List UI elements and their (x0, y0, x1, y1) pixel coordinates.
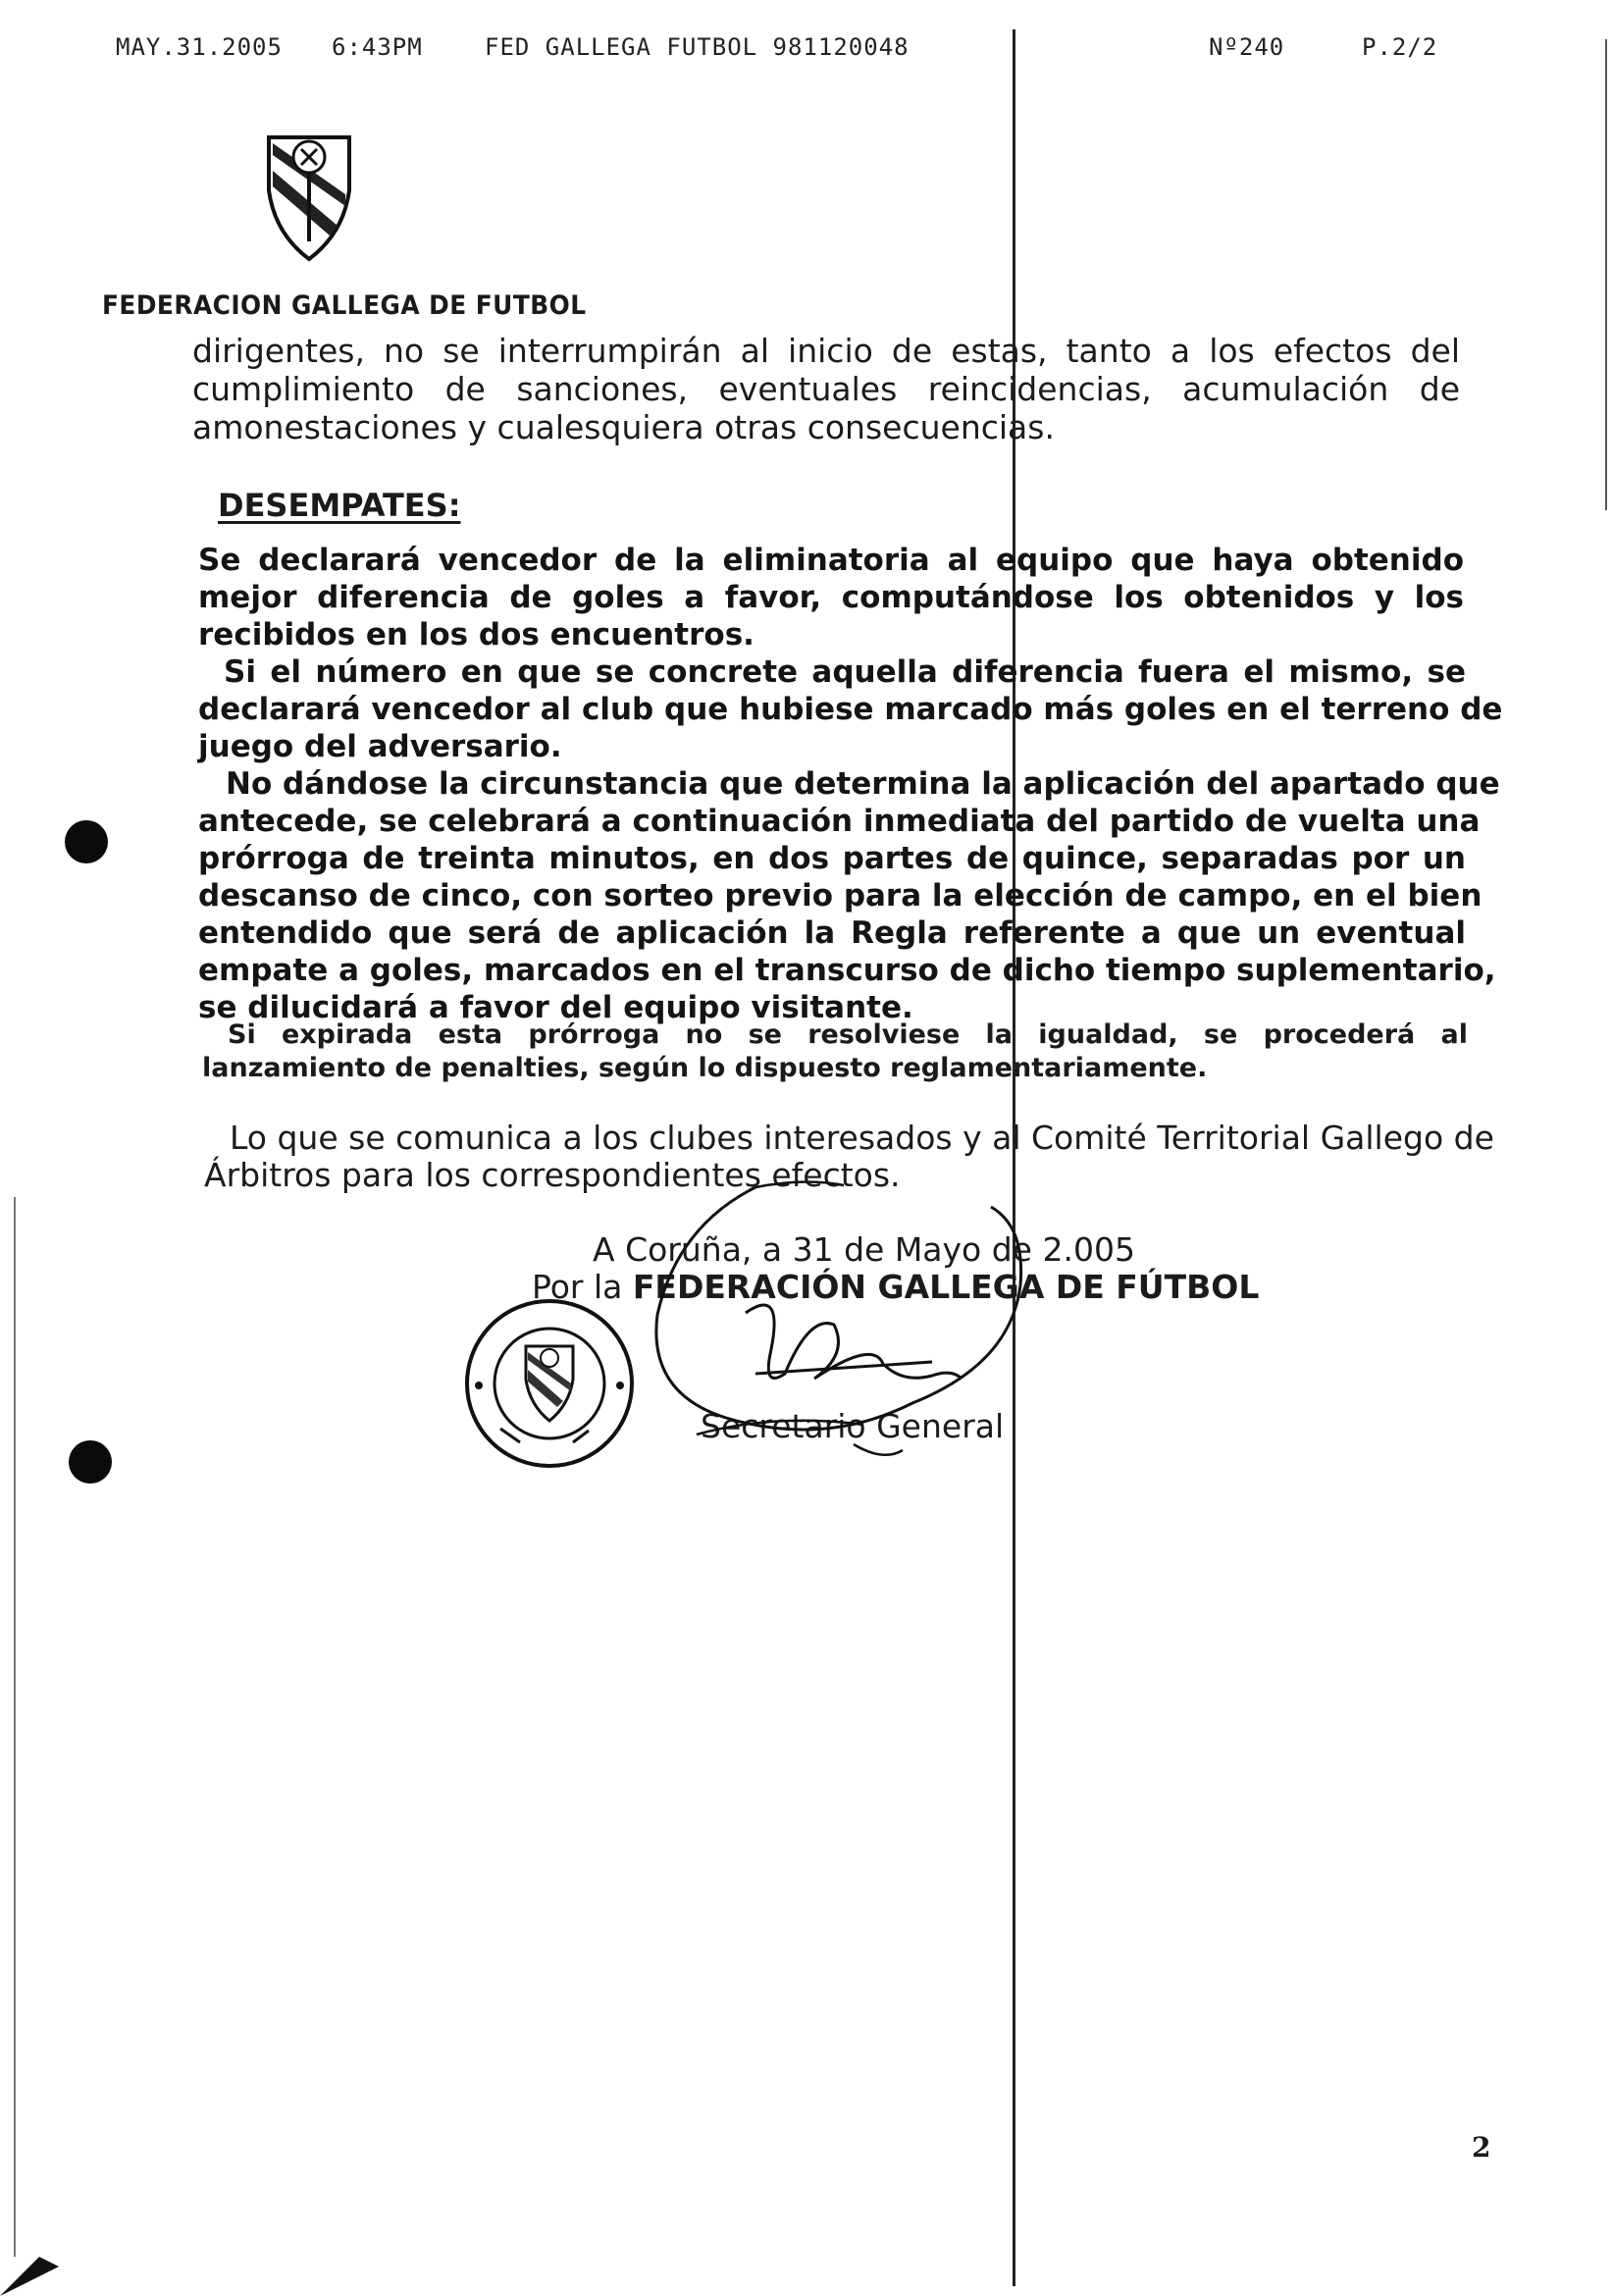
paragraph-line: empate a goles, marcados en el transcurso de dicho tiempo suplementario, (198, 953, 1496, 988)
signature-por-la: Por la (532, 1268, 623, 1306)
paragraph-line: Si expirada esta prórroga no se resolviese la igualdad, se procederá al (228, 1019, 1468, 1050)
closing-line: Árbitros para los correspondientes efectos. (204, 1156, 901, 1194)
continuation-line: dirigentes, no se interrumpirán al inicio de estas, tanto a los efectos del (192, 332, 1460, 370)
continuation-paragraph (192, 332, 1460, 408)
paragraph-line: Si el número en que se concrete aquella diferencia fuera el mismo, se (224, 654, 1466, 690)
paragraph-3 (198, 765, 1500, 803)
fax-number: Nº240 (1209, 33, 1285, 61)
continuation-line: cumplimiento de sanciones, eventuales reincidencias, acumulación de (192, 370, 1460, 408)
paragraph-line: No dándose la circunstancia que determina la aplicación del apartado que (226, 766, 1500, 802)
signature-org-bold: FEDERACIÓN GALLEGA DE FÚTBOL (632, 1268, 1260, 1306)
punch-hole-top (65, 820, 108, 863)
signature-title: Secretario General (701, 1407, 1005, 1445)
fax-sender: FED GALLEGA FUTBOL 981120048 (485, 33, 910, 61)
paragraph-2 (198, 653, 1466, 691)
paragraph-line: declarará vencedor al club que hubiese marcado más goles en el terreno de (198, 692, 1503, 727)
paragraph-4 (202, 1018, 1468, 1051)
paragraph-2-last (198, 728, 562, 765)
paragraph-line: antecede, se celebrará a continuación inmediata del partido de vuelta una (198, 804, 1481, 839)
paragraph-1 (198, 542, 1464, 616)
paragraph-line: mejor diferencia de goles a favor, computándose los obtenidos y los (198, 580, 1464, 615)
continuation-line: amonestaciones y cualesquiera otras consecuencias. (192, 408, 1055, 446)
paragraph-line: entendido que será de aplicación la Regla referente a que un eventual (198, 915, 1466, 951)
paragraph-line: lanzamiento de penalties, según lo dispuesto reglamentariamente. (202, 1053, 1208, 1083)
letterhead-org-name: FEDERACION GALLEGA DE FUTBOL (102, 290, 587, 321)
signature-place-date: A Coruña, a 31 de Mayo de 2.005 (593, 1230, 1135, 1269)
paragraph-1-last (198, 616, 754, 653)
federation-round-stamp (461, 1295, 638, 1472)
paragraph-2-cont (198, 691, 1503, 728)
scan-corner-artifact (0, 2237, 78, 2296)
paragraph-line: descanso de cinco, con sorteo previo para la elección de campo, en el bien (198, 878, 1483, 913)
right-edge-line (1605, 39, 1607, 510)
paragraph-4-last (202, 1052, 1207, 1084)
left-edge-line (14, 1197, 16, 2257)
page-number: 2 (1472, 2131, 1491, 2164)
continuation-last-line (192, 408, 1460, 446)
paragraph-line: recibidos en los dos encuentros. (198, 617, 754, 652)
fax-page: P.2/2 (1362, 33, 1438, 61)
paragraph-3-cont (198, 803, 1496, 989)
paragraph-line: prórroga de treinta minutos, en dos partes de quince, separadas por un (198, 841, 1466, 876)
paragraph-line: juego del adversario. (198, 729, 562, 764)
handwritten-signature (638, 1168, 1050, 1462)
fax-date: MAY.31.2005 (116, 33, 283, 61)
paragraph-line: se dilucidará a favor del equipo visitante. (198, 990, 913, 1025)
closing-line: Lo que se comunica a los clubes interesados y al Comité Territorial Gallego de (230, 1119, 1494, 1157)
punch-hole-bottom (69, 1440, 112, 1484)
section-heading: DESEMPATES: (218, 487, 461, 524)
federation-shield-logo (265, 131, 353, 263)
closing-paragraph (204, 1119, 1494, 1157)
fax-time: 6:43PM (332, 33, 423, 61)
paragraph-line: Se declarará vencedor de la eliminatoria al equipo que haya obtenido (198, 543, 1464, 578)
